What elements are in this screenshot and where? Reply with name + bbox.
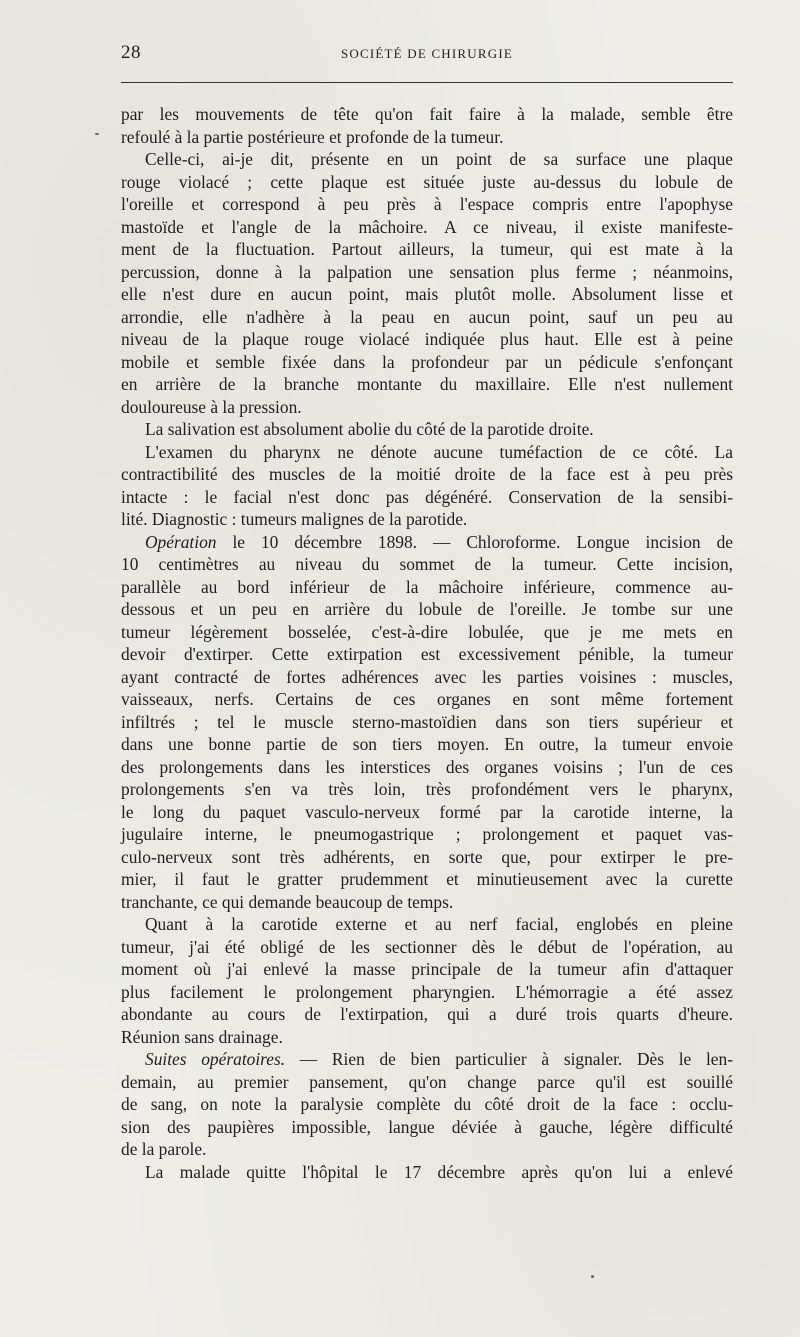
text-line: lité. Diagnostic : tumeurs malignes de la parotide.: [121, 509, 468, 529]
text-line: culo-nerveux sont très adhérents, en sorte que, pour extirper le pre-: [121, 846, 733, 867]
text-line: prolongements s'en va très loin, très profondément vers le pharynx,: [121, 779, 733, 799]
italic-lead-suites: Suites opératoires.: [145, 1049, 286, 1069]
text-line: devoir d'extirper. Cette extirpation est excessivement pénible, la tumeur: [121, 644, 733, 664]
text-line: niveau de la plaque rouge violacé indiquée plus haut. Elle est à peine: [121, 329, 733, 349]
text-line: plus facilement le prolongement pharyngien. L'hémorragie a été assez: [121, 981, 733, 1002]
text-line: de sang, on note la paralysie complète du côté droit de la face : occlu-: [121, 1094, 733, 1114]
page-header: [121, 40, 733, 70]
text-line-operation: [121, 531, 733, 554]
text-line: par les mouvements de tête qu'on fait faire à la malade, semble être: [121, 104, 733, 124]
text-line: refoulé à la partie postérieure et profonde de la tumeur.: [121, 126, 504, 147]
text-line: La malade quitte l'hôpital le 17 décembre après qu'on lui a enlevé: [145, 1161, 733, 1182]
text-line: ayant contracté de fortes adhérences avec les parties voisines : muscles,: [121, 666, 733, 687]
text-line: douloureuse à la pression.: [121, 396, 302, 417]
page-number: 28: [121, 42, 141, 63]
text-line: de la parole.: [121, 1139, 207, 1159]
italic-lead-operation: Opération: [145, 531, 217, 552]
text-line-suites: [121, 1048, 733, 1071]
running-head: SOCIÉTÉ DE CHIRURGIE: [340, 46, 514, 61]
text-line: ment de la fluctuation. Partout ailleurs, la tumeur, qui est mate à la: [121, 239, 733, 259]
text-line: sion des paupières impossible, langue déviée à gauche, légère difficulté: [121, 1116, 733, 1137]
text-line: mier, il faut le gratter prudemment et minutieusement avec la curette: [121, 869, 733, 889]
text-line: 10 centimètres au niveau du sommet de la tumeur. Cette incision,: [121, 554, 733, 574]
text-line: l'oreille et correspond à peu près à l'espace compris entre l'apophyse: [121, 194, 733, 214]
text-line: parallèle au bord inférieur de la mâchoire inférieure, commence au-: [121, 576, 733, 597]
text-line: des prolongements dans les interstices des organes voisins ; l'un de ces: [121, 756, 733, 777]
text-line: tumeur, j'ai été obligé de les sectionner dès le début de l'opération, au: [121, 936, 733, 957]
text-line: mastoïde et l'angle de la mâchoire. A ce niveau, il existe manifeste-: [121, 216, 733, 237]
text-line: mobile et semble fixée dans la profondeur par un pédicule s'enfonçant: [121, 351, 733, 372]
text-line: elle n'est dure en aucun point, mais plutôt molle. Absolument lisse et: [121, 284, 733, 304]
text-line: La salivation est absolument abolie du côté de la parotide droite.: [145, 419, 594, 439]
text-line: intacte : le facial n'est donc pas dégénéré. Conservation de la sensibi-: [121, 486, 733, 507]
scan-speck: [95, 133, 99, 135]
text-line: rouge violacé ; cette plaque est située juste au-dessus du lobule de: [121, 171, 733, 192]
text-line: jugulaire interne, le pneumogastrique ; prolongement et paquet vas-: [121, 824, 733, 844]
text-line: percussion, donne à la palpation une sensation plus ferme ; néanmoins,: [121, 261, 733, 282]
body-text: [121, 103, 733, 1183]
text-line-rest: le 10 décembre 1898. — Chloroforme. Longue incision de: [232, 531, 733, 552]
text-line: abondante au cours de l'extirpation, qui a duré trois quarts d'heure.: [121, 1004, 733, 1024]
header-rule: [121, 82, 733, 83]
text-line: Quant à la carotide externe et au nerf facial, englobés en pleine: [145, 914, 733, 934]
text-line: L'examen du pharynx ne dénote aucune tuméfaction de ce côté. La: [145, 441, 733, 462]
text-line: dessous et un peu en arrière du lobule de l'oreille. Je tombe sur une: [121, 599, 733, 619]
text-line: vaisseaux, nerfs. Certains de ces organes en sont même fortement: [121, 689, 733, 709]
text-line: moment où j'ai enlevé la masse principale de la tumeur afin d'attaquer: [121, 959, 733, 979]
text-line: demain, au premier pansement, qu'on change parce qu'il est souillé: [121, 1071, 733, 1092]
text-line-rest: — Rien de bien particulier à signaler. Dès le len-: [299, 1049, 733, 1069]
scan-speck: [591, 1275, 594, 1278]
text-line: le long du paquet vasculo-nerveux formé par la carotide interne, la: [121, 801, 733, 822]
text-line: dans une bonne partie de son tiers moyen. En outre, la tumeur envoie: [121, 734, 733, 754]
text-line: tumeur légèrement bosselée, c'est-à-dire lobulée, que je me mets en: [121, 621, 733, 642]
text-line: Celle-ci, ai-je dit, présente en un point de sa surface une plaque: [145, 149, 733, 169]
text-line: infiltrés ; tel le muscle sterno-mastoïdien dans son tiers supérieur et: [121, 711, 733, 732]
text-line: contractibilité des muscles de la moitié droite de la face est à peu près: [121, 464, 733, 484]
text-line: en arrière de la branche montante du maxillaire. Elle n'est nullement: [121, 374, 733, 394]
text-line: arrondie, elle n'adhère à la peau en aucun point, sauf un peu au: [121, 306, 733, 327]
text-line: Réunion sans drainage.: [121, 1026, 283, 1047]
text-line: tranchante, ce qui demande beaucoup de temps.: [121, 891, 454, 912]
